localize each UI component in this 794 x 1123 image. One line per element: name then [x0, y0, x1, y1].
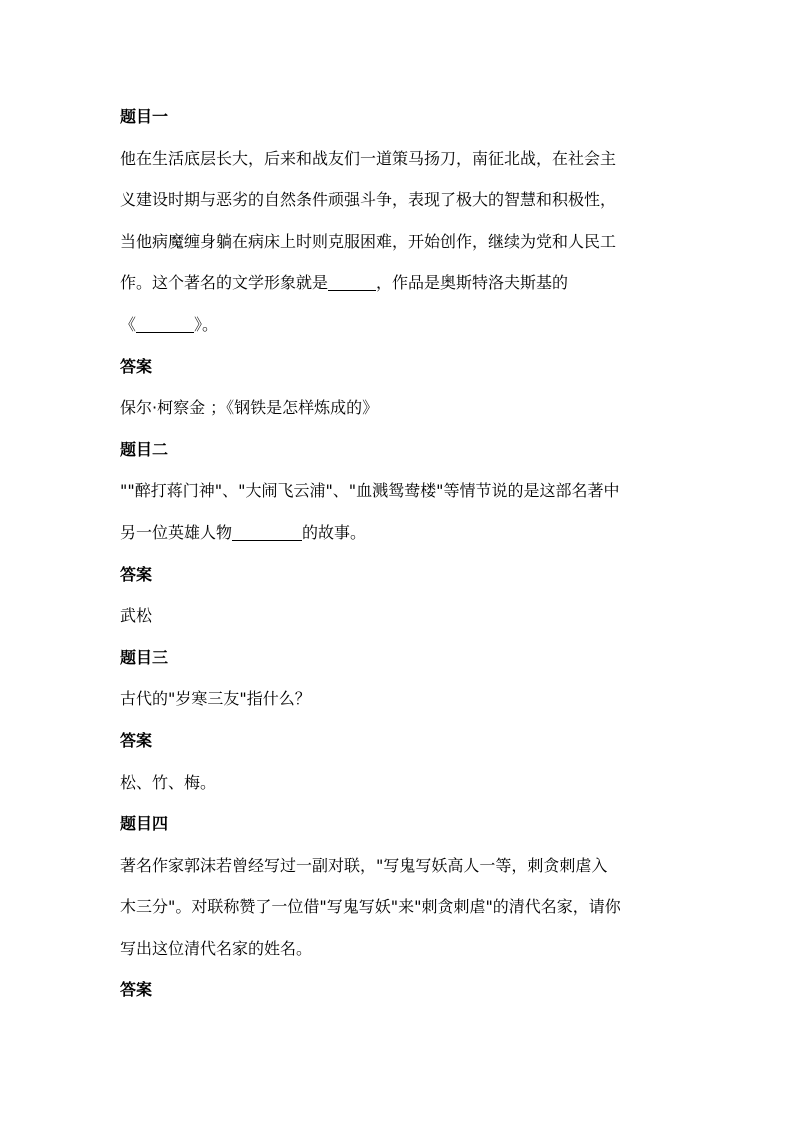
question-2-line-1: ""醉打蒋门神"、"大闹飞云浦"、"血溅鸳鸯楼"等情节说的是这部名著中	[120, 481, 620, 501]
question-1-line-5	[120, 304, 700, 346]
question-1-line-2: 义建设时期与恶劣的自然条件顽强斗争，表现了极大的智慧和积极性，	[120, 190, 617, 210]
fill-in-blank-character	[328, 270, 376, 291]
question-2-line-2-text-after: 的故事。	[302, 522, 367, 542]
question-2-line-2	[120, 512, 700, 554]
question-1-line-4-text-after: ，作品是奥斯特洛夫斯基的	[376, 273, 569, 293]
answer-3-heading: 答案	[120, 730, 153, 750]
question-3-heading: 题目三	[120, 647, 169, 667]
question-3-line-1: 古代的"岁寒三友"指什么？	[120, 689, 311, 709]
question-1-line-4-text-before: 作。这个著名的文学形象就是	[120, 273, 329, 293]
answer-4-heading: 答案	[120, 980, 153, 1000]
question-4-heading: 题目四	[120, 814, 169, 834]
question-1-heading: 题目一	[120, 107, 169, 126]
answer-2-text: 武松	[120, 606, 153, 626]
answer-3-text: 松、竹、梅。	[120, 772, 217, 792]
question-1-line-5-text-after: 》。	[194, 314, 219, 334]
answer-1-text: 保尔·柯察金 ；《钢铁是怎样炼成的》	[120, 398, 379, 418]
question-1-line-5-text-before: 《	[120, 314, 137, 334]
question-1-line-3: 当他病魔缠身躺在病床上时则克服困难，开始创作，继续为党和人民工	[120, 231, 617, 251]
question-4-line-2: 木三分"。对联称赞了一位借"写鬼写妖"来"刺贪刺虐"的清代名家，请你	[120, 897, 621, 917]
question-4-line-3: 写出这位清代名家的姓名。	[120, 938, 313, 958]
question-4-line-1: 著名作家郭沫若曾经写过一副对联，"写鬼写妖高人一等，刺贪刺虐入	[120, 855, 608, 875]
question-2-line-2-text-before: 另一位英雄人物	[120, 522, 233, 542]
document-page	[120, 96, 700, 1011]
fill-in-blank-hero	[232, 520, 302, 541]
fill-in-blank-book-title	[136, 312, 194, 333]
question-1-line-1: 他在生活底层长大，后来和战友们一道策马扬刀，南征北战，在社会主	[120, 148, 617, 168]
answer-1-heading: 答案	[120, 356, 153, 376]
question-2-heading: 题目二	[120, 439, 169, 459]
question-1-line-4	[120, 262, 700, 304]
answer-2-heading: 答案	[120, 564, 153, 584]
